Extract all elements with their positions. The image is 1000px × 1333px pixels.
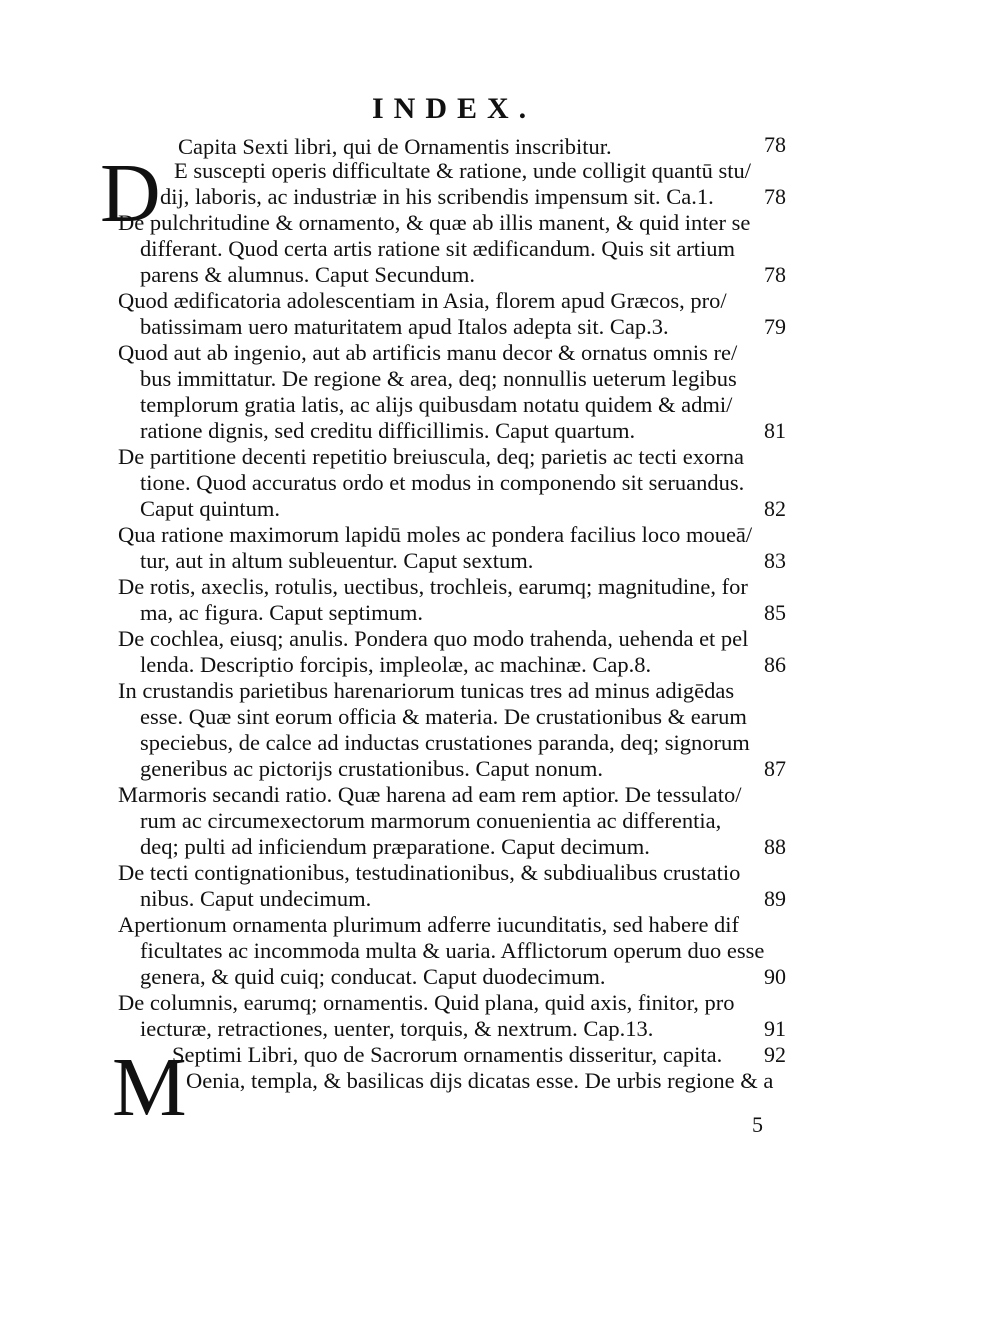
entry-chapter-5-page: 82 <box>764 496 786 521</box>
entry-chapter-8-line-1: De cochlea, eiusq; anulis. Pondera quo modo trahenda, uehenda et pel <box>118 626 749 651</box>
entry-chapter-5-line-3: Caput quintum. <box>140 496 280 521</box>
entry-chapter-8-line-2: lenda. Descriptio forcipis, impleolæ, ac machinæ. Cap.8. <box>140 652 652 677</box>
section-title-book-7: Septimi Libri, quo de Sacrorum ornamentis disseritur, capita. <box>172 1042 723 1067</box>
entry-chapter-10-line-3: deq; pulti ad inficiendum præparatione. Caput decimum. <box>140 834 650 859</box>
entry-chapter-1-line-1: E suscepti operis difficultate & ratione, unde colligit quantū stu/ <box>174 158 751 183</box>
section-title-book-7-page: 92 <box>764 1042 786 1067</box>
entry-chapter-5-line-2: tione. Quod accuratus ordo et modus in componendo sit seruandus. <box>140 470 745 495</box>
entry-chapter-5-line-1: De partitione decenti repetitio breiuscula, deq; parietis ac tecti exorna <box>118 444 744 469</box>
entry-chapter-2-line-3: parens & alumnus. Caput Secundum. <box>140 262 475 287</box>
entry-chapter-2-page: 78 <box>764 262 786 287</box>
entry-chapter-3-page: 79 <box>764 314 786 339</box>
entry-chapter-11-page: 89 <box>764 886 786 911</box>
entry-chapter-3-line-2: batissimam uero maturitatem apud Italos adepta sit. Cap.3. <box>140 314 669 339</box>
entry-book-7-chapter-1-line-1: Oenia, templa, & basilicas dijs dicatas esse. De urbis regione & a <box>186 1068 774 1093</box>
entry-chapter-11-line-2: nibus. Caput undecimum. <box>140 886 372 911</box>
entry-chapter-7-page: 85 <box>764 600 786 625</box>
drop-cap-d: D <box>100 147 161 240</box>
drop-cap-m: M <box>112 1041 187 1134</box>
entry-chapter-4-line-3: templorum gratia latis, ac alijs quibusdam notatu quidem & admi/ <box>140 392 733 417</box>
entry-chapter-6-line-1: Qua ratione maximorum lapidū moles ac pondera facilius loco moueā/ <box>118 522 753 547</box>
entry-chapter-10-line-1: Marmoris secandi ratio. Quæ harena ad eam rem aptior. De tessulato/ <box>118 782 742 807</box>
section-title-book-6-page: 78 <box>764 132 786 157</box>
entry-chapter-12-page: 90 <box>764 964 786 989</box>
entry-chapter-12-line-2: ficultates ac incommoda multa & uaria. Afflictorum operum duo esse <box>140 938 765 963</box>
entry-chapter-4-page: 81 <box>764 418 786 443</box>
entry-chapter-12-line-1: Apertionum ornamenta plurimum adferre iucunditatis, sed habere dif <box>118 912 740 937</box>
entry-chapter-10-line-2: rum ac circumexectorum marmorum conuenientia ac differentia, <box>140 808 722 833</box>
entry-chapter-7-line-1: De rotis, axeclis, rotulis, uectibus, trochleis, earumq; magnitudine, for <box>118 574 748 599</box>
entry-chapter-1-line-2: dij, laboris, ac industriæ in his scribendis impensum sit. Ca.1. <box>160 184 714 209</box>
entry-chapter-9-line-3: speciebus, de calce ad inductas crustationes paranda, deq; signorum <box>140 730 750 755</box>
page-signature: 5 <box>752 1112 763 1137</box>
entry-chapter-10-page: 88 <box>764 834 786 859</box>
entry-chapter-4-line-1: Quod aut ab ingenio, aut ab artificis manu decor & ornatus omnis re/ <box>118 340 738 365</box>
entry-chapter-13-line-1: De columnis, earumq; ornamentis. Quid plana, quid axis, finitor, pro <box>118 990 735 1015</box>
entry-chapter-2-line-1: De pulchritudine & ornamento, & quæ ab illis manent, & quid inter se <box>118 210 751 235</box>
entry-chapter-9-line-4: generibus ac pictorijs crustationibus. Caput nonum. <box>140 756 604 781</box>
entry-chapter-6-page: 83 <box>764 548 786 573</box>
page-header: INDEX. <box>372 92 537 125</box>
entry-chapter-4-line-4: ratione dignis, sed creditu difficillimis. Caput quartum. <box>140 418 636 443</box>
entry-chapter-13-line-2: iecturæ, retractiones, uenter, torquis, & nextrum. Cap.13. <box>140 1016 654 1041</box>
entry-chapter-12-line-3: genera, & quid cuiq; conducat. Caput duodecimum. <box>140 964 606 989</box>
entry-chapter-1-page: 78 <box>764 184 786 209</box>
entry-chapter-7-line-2: ma, ac figura. Caput septimum. <box>140 600 424 625</box>
entry-chapter-13-page: 91 <box>764 1016 786 1041</box>
section-title-book-6: Capita Sexti libri, qui de Ornamentis inscribitur. <box>178 134 612 159</box>
entry-chapter-2-line-2: differant. Quod certa artis ratione sit ædificandum. Quis sit artium <box>140 236 736 261</box>
entry-chapter-9-line-1: In crustandis parietibus harenariorum tunicas tres ad minus adigēdas <box>118 678 735 703</box>
entry-chapter-3-line-1: Quod ædificatoria adolescentiam in Asia, florem apud Græcos, pro/ <box>118 288 727 313</box>
entry-chapter-4-line-2: bus immittatur. De regione & area, deq; nonnullis ueterum legibus <box>140 366 737 391</box>
entry-chapter-9-page: 87 <box>764 756 786 781</box>
entry-chapter-9-line-2: esse. Quæ sint eorum officia & materia. De crustationibus & earum <box>140 704 747 729</box>
entry-chapter-11-line-1: De tecti contignationibus, testudinationibus, & subdiualibus crustatio <box>118 860 741 885</box>
entry-chapter-6-line-2: tur, aut in altum subleuentur. Caput sextum. <box>140 548 534 573</box>
entry-chapter-8-page: 86 <box>764 652 786 677</box>
